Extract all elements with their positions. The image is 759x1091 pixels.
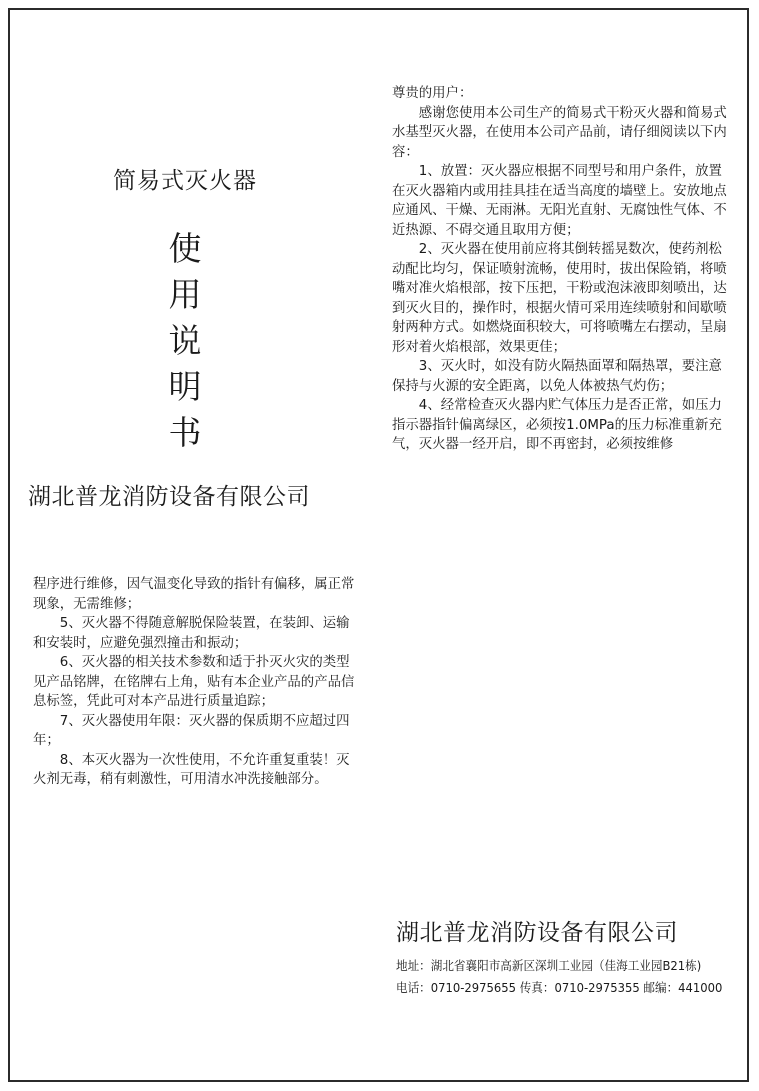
manual-title-vertical: [155, 226, 215, 456]
paragraph: 3、灭火时，如没有防火隔热面罩和隔热罩，要注意保持与火源的安全距离，以免人体被热气灼伤；: [392, 359, 722, 394]
manual-title-char: 明: [168, 367, 202, 406]
paragraph: 4、经常检查灭火器内贮气体压力是否正常，如压力指示器指针偏离绿区，必须按1.0MPa的压力标准重新充气，灭火器一经开启，即不再密封，必须按维修: [392, 398, 722, 452]
paragraph: 2、灭火器在使用前应将其倒转摇晃数次，使药剂松动配比均匀，保证喷射流畅，使用时，拔出保险销，将喷嘴对准火焰根部，按下压把，干粉或泡沫液即刻喷出，达到灭火目的，操作时，根据火情可采用连续喷射和间歇喷射两种方式。如燃烧面积较大，可将喷嘴左右摆动，呈扇形对着火焰根部，效果更佳；: [392, 242, 727, 355]
paragraph: 感谢您使用本公司生产的简易式干粉灭火器和简易式水基型灭火器，在使用本公司产品前，请仔细阅读以下内容：: [392, 105, 727, 160]
manual-title-char: 用: [168, 275, 202, 314]
paragraph: 8、本灭火器为一次性使用，不允许重复重装！灭火剂无毒，稍有刺激性，可用清水冲洗接触部分。: [33, 752, 350, 787]
footer-company-name: 湖北普龙消防设备有限公司: [396, 920, 678, 946]
greeting: 尊贵的用户：: [392, 86, 473, 101]
paragraph: 1、放置：灭火器应根据不同型号和用户条件，放置在灭火器箱内或用挂具挂在适当高度的墙壁上。安放地点应通风、干燥、无雨淋。无阳光直射、无腐蚀性气体、不近热源、不碍交通且取用方便；: [392, 164, 727, 238]
instructions-left-column: [33, 575, 355, 790]
continuation-text: 程序进行维修，因气温变化导致的指针有偏移，属正常现象，无需维修；: [33, 577, 355, 612]
manual-title-char: 使: [168, 229, 202, 268]
instructions-right-column: [392, 84, 732, 455]
cover-company-name: 湖北普龙消防设备有限公司: [28, 484, 310, 510]
cover-title: 简易式灭火器: [113, 168, 257, 194]
footer: [396, 914, 736, 999]
manual-title-char: 书: [168, 413, 202, 452]
footer-contact: 电话：0710-2975655 传真：0710-2975355 邮编：441000: [396, 980, 723, 995]
paragraph: 6、灭火器的相关技术参数和适于扑灭火灾的类型见产品铭牌，在铭牌右上角，贴有本企业产品的产品信息标签，凭此可对本产品进行质量追踪；: [33, 655, 355, 709]
footer-address: 地址：湖北省襄阳市高新区深圳工业园（佳海工业园B21栋): [396, 958, 702, 973]
paragraph: 5、灭火器不得随意解脱保险装置，在装卸、运输和安装时，应避免强烈撞击和振动；: [33, 616, 350, 651]
manual-title-char: 说: [168, 321, 202, 360]
paragraph: 7、灭火器使用年限：灭火器的保质期不应超过四年；: [33, 713, 350, 748]
